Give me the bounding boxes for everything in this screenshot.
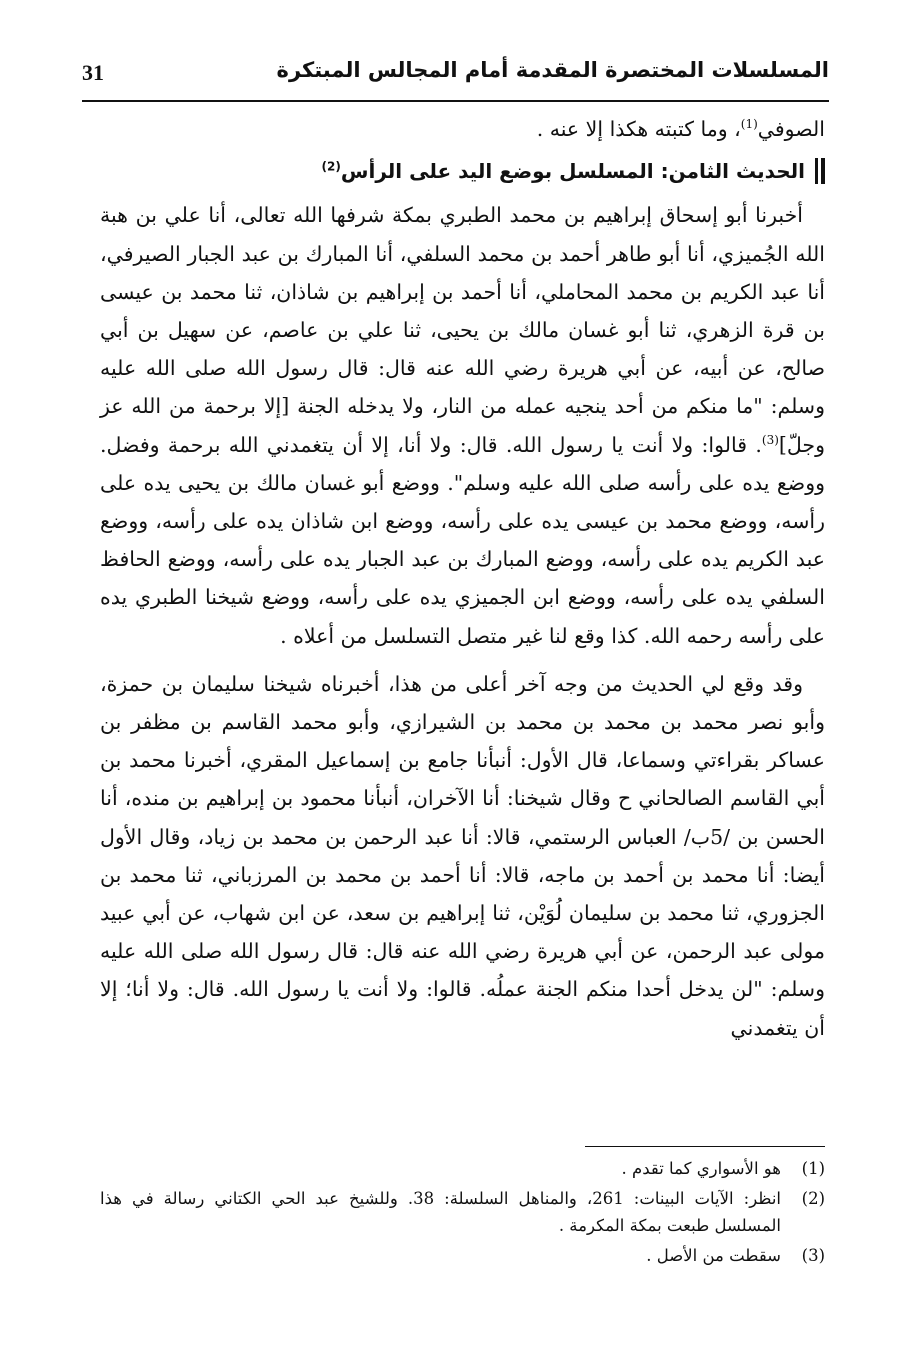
- running-title: المسلسلات المختصرة المقدمة أمام المجالس المبتكرة: [276, 58, 829, 82]
- footnote-text: هو الأسواري كما تقدم .: [621, 1159, 781, 1178]
- footnote-text: سقطت من الأصل .: [646, 1246, 781, 1265]
- footnote-number: (2): [801, 1189, 825, 1208]
- footnote-ref: (3): [761, 432, 779, 447]
- footnote-item: [100, 1242, 825, 1269]
- footnote-divider: [585, 1146, 825, 1147]
- text-run: ، وما كتبته هكذا إلا عنه .: [536, 117, 741, 141]
- footnote-ref: (2): [321, 159, 341, 174]
- heading-text: [322, 152, 805, 190]
- footnote-text: انظر: الآيات البينات: 261، والمناهل السلسلة: 38. وللشيخ عبد الحي الكتاني رسالة في هذا المسلسل طبعت بمكة المكرمة .: [100, 1189, 782, 1235]
- footnotes: [100, 1155, 825, 1272]
- footnote-number: (1): [801, 1159, 825, 1178]
- footnote-number: (3): [801, 1246, 825, 1265]
- continuation-line: [100, 110, 825, 148]
- paragraph-1: [100, 196, 825, 654]
- footnote-item: [100, 1185, 825, 1239]
- text-run: . قالوا: ولا أنت يا رسول الله. قال: ولا أنا، إلا أن يتغمدني الله برحمة وفضل. ووضع يده على رأسه صلى الله عليه وسلم". ووضع أبو غسان مالك بن يحيى يده على رأسه، ووضع محمد بن عيسى يده على رأسه، ووضع ابن شاذان يده على رأسه، ووضع عبد الكريم يده على رأسه، ووضع المبارك بن عبد الجبار يده على رأسه، ووضع الحافظ السلفي يده على رأسه، ووضع ابن الجميزي يده على رأسه، ووضع شيخنا الطبري يده على رأسه رحمه الله. كذا وقع لنا غير متصل التسلسل من أعلاه .: [100, 432, 825, 648]
- page-number: 31: [82, 60, 104, 85]
- text-run: أخبرنا أبو إسحاق إبراهيم بن محمد الطبري بمكة شرفها الله تعالى، أنا علي بن هبة الله الجُميزي، أنا أبو طاهر أحمد بن محمد السلفي، أنا المبارك بن عبد الجبار الصيرفي، أنا عبد الكريم بن محمد المحاملي، أنا أحمد بن إبراهيم بن شاذان، ثنا محمد بن عيسى بن قرة الزهري، ثنا أبو غسان مالك بن يحيى، ثنا علي بن عاصم، عن سهيل بن أبي صالح، عن أبيه، عن أبي هريرة رضي الله عنه قال: قال رسول الله صلى الله عليه وسلم: "ما منكم من أحد ينجيه عمله من النار، ولا يدخله الجنة [إلا برحمة من الله عز وجلّ]: [100, 203, 825, 457]
- footnote-ref: (1): [740, 117, 758, 132]
- heading-bars-icon: [815, 158, 825, 184]
- page-header: [82, 56, 829, 102]
- paragraph-2: وقد وقع لي الحديث من وجه آخر أعلى من هذا، أخبرناه شيخنا سليمان بن حمزة، وأبو نصر محمد بن محمد بن محمد بن الشيرازي، وأبو محمد القاسم بن مظفر بن عساكر بقراءتي وسماعا، قال الأول: أنبأنا جامع بن إسماعيل المقري، أخبرنا محمد بن أبي القاسم الصالحاني ح وقال شيخنا: أنا الآخران، أنبأنا محمود بن إبراهيم بن منده، أنا الحسن بن /5ب/ العباس الرستمي، قالا: أنا عبد الرحمن بن محمد بن زياد، وقال الأول أيضا: أنا محمد بن أحمد بن ماجه، قالا: أنا أحمد بن محمد بن المرزباني، ثنا محمد بن الجزوري، ثنا محمد بن سليمان لُوَيْن، ثنا إبراهيم بن سعد، عن ابن شهاب، عن أبي عبيد مولى عبد الرحمن، عن أبي هريرة رضي الله عنه قال: قال رسول الله صلى الله عليه وسلم: "لن يدخل أحدا منكم الجنة عملُه. قالوا: ولا أنت يا رسول الله. قال: ولا أنا؛ إلا أن يتغمدني: [100, 671, 826, 1040]
- text-run: الصوفي: [757, 117, 825, 141]
- footnote-item: [100, 1155, 825, 1182]
- main-text: [100, 110, 825, 1047]
- heading-label: الحديث الثامن: المسلسل بوضع اليد على الرأس: [340, 159, 805, 184]
- section-heading: [100, 152, 825, 190]
